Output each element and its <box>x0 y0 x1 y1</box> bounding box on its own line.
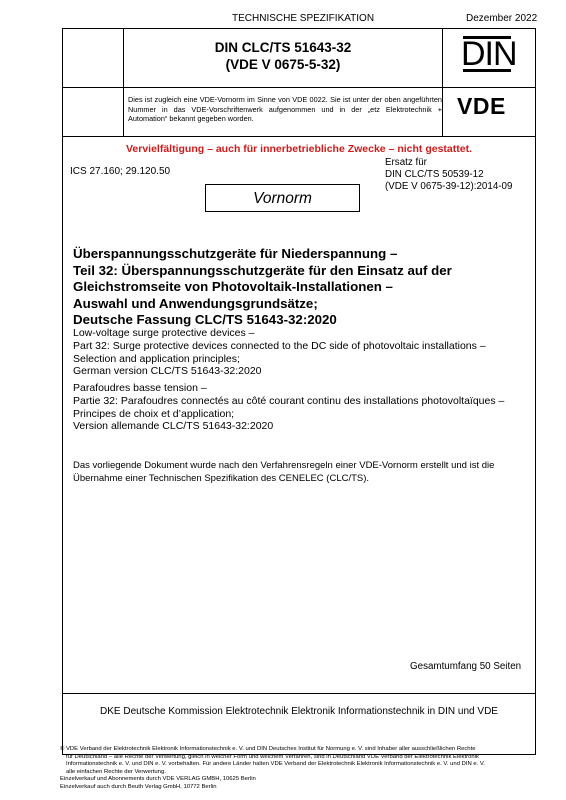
title-french-line: Partie 32: Parafoudres connectés au côté courant continu des installations photovoltaïques – <box>73 394 505 407</box>
title-french-line: Parafoudres basse tension – <box>73 382 207 394</box>
status-box: Vornorm <box>205 184 360 212</box>
total-pages: Gesamtumfang 50 Seiten <box>410 661 522 672</box>
title-english-line: Low-voltage surge protective devices – <box>73 327 255 339</box>
title-english-line: German version CLC/TS 51643-32:2020 <box>73 365 262 378</box>
copyright-footer <box>60 746 530 791</box>
replacement-vde: (VDE V 0675-39-12):2014-09 <box>385 181 513 192</box>
title-english-line: Part 32: Surge protective devices connected to the DC side of photovoltaic installations – <box>73 339 486 352</box>
replacement-din: DIN CLC/TS 50539-12 <box>385 169 484 180</box>
copyright-line: Informationstechnik e. V. und DIN e. V. vorbehalten. Für andere Länder halten VDE Verband der Elektrotechnik Elektronik Informationstechnik e. V. und DIN e. V. <box>66 761 485 767</box>
title-french <box>73 382 528 433</box>
title-french-line: Version allemande CLC/TS 51643-32:2020 <box>73 420 274 433</box>
vde-notice: Dies ist zugleich eine VDE-Vornorm im Sinne von VDE 0022. Sie ist unter der oben angeführten Nummer in das VDE-Vorschriftenwerk aufgenommen und in der „etz Elektrotechnik + Automation“ bekannt gegeben worden. <box>128 95 442 124</box>
title-german-line: Auswahl und Anwendungsgrundsätze; <box>73 295 318 311</box>
title-english <box>73 327 523 378</box>
header-divider <box>62 87 536 88</box>
header-bottom-divider <box>62 136 536 137</box>
replacement-label: Ersatz für <box>385 157 427 168</box>
copyright-line: alle einfachen Rechte der Verwertung. <box>66 768 166 775</box>
title-german-line: Überspannungsschutzgeräte für Niederspannung – <box>73 246 398 261</box>
document-number <box>124 39 442 73</box>
footer-divider <box>62 693 536 694</box>
sales-line: Einzelverkauf auch durch Beuth Verlag GmbH, 10772 Berlin <box>60 783 217 790</box>
title-german <box>73 246 513 329</box>
title-german-line: Deutsche Fassung CLC/TS 51643-32:2020 <box>73 312 337 327</box>
copyright-line: für Deutschland – alle Rechte der Verwertung, gleich in welcher Form und welchem Verfahren, sind in Deutschland VDE Verband der Elektrotechnik Elektronik <box>66 753 479 760</box>
copyright-line: © VDE Verband der Elektrotechnik Elektronik Informationstechnik e. V. und DIN Deutsches Institut für Normung e. V. sind Inhaber aller ausschließlichen Rechte <box>60 746 476 752</box>
title-english-line: Selection and application principles; <box>73 352 240 365</box>
right-column-divider <box>442 28 443 137</box>
publication-date: Dezember 2022 <box>466 13 538 24</box>
procedure-note: Das vorliegende Dokument wurde nach den Verfahrensregeln einer VDE-Vornorm erstellt und ist die Übernahme einer Technischen Spezifikation des CENELEC (CLC/TS). <box>73 460 495 484</box>
title-french-line: Principes de choix et d’application; <box>73 407 235 420</box>
title-german-line: Gleichstromseite von Photovoltaik-Installationen – <box>73 279 393 294</box>
din-logo <box>461 35 517 76</box>
replacement-info <box>385 157 512 193</box>
document-number-vde: (VDE V 0675-5-32) <box>225 57 341 72</box>
sales-line: Einzelverkauf und Abonnements durch VDE VERLAG GMBH, 10625 Berlin <box>60 776 256 782</box>
din-logo-text: DIN <box>461 35 517 73</box>
title-german-line: Teil 32: Überspannungsschutzgeräte für den Einsatz auf der <box>73 262 452 278</box>
document-type-label: TECHNISCHE SPEZIFIKATION <box>232 13 375 24</box>
copy-warning: Vervielfältigung – auch für innerbetriebliche Zwecke – nicht gestattet. <box>125 143 472 155</box>
dke-line: DKE Deutsche Kommission Elektrotechnik Elektronik Informationstechnik in DIN und VDE <box>100 706 498 717</box>
ics-codes: ICS 27.160; 29.120.50 <box>70 166 171 177</box>
document-number-din: DIN CLC/TS 51643-32 <box>214 40 352 55</box>
vde-logo: VDE <box>457 93 506 119</box>
